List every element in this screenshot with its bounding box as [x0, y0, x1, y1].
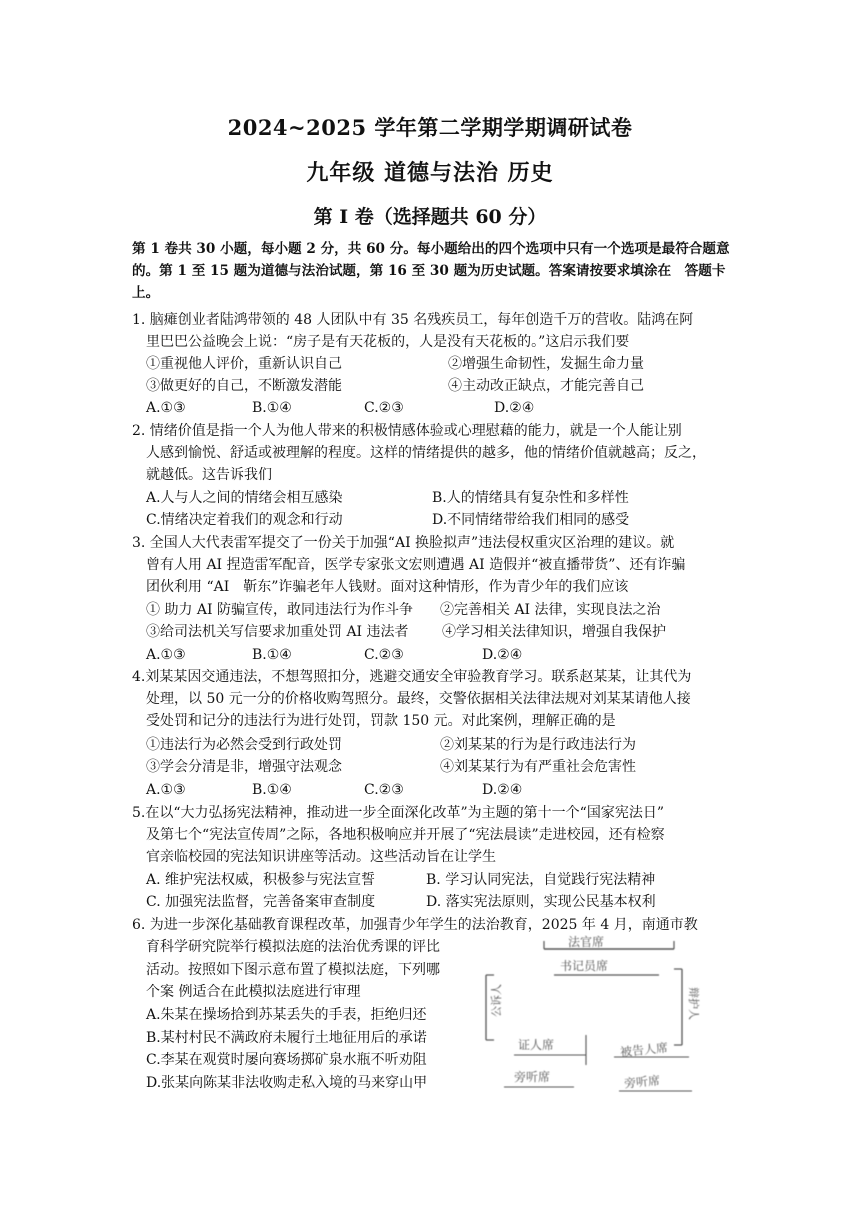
q1-stem-line-1: 1. 脑瘫创业者陆鸿带领的 48 人团队中有 35 名残疾员工，每年创造千万的营收。陆鸿在阿 [132, 312, 694, 328]
defendant-seat-label: 被告人席 [619, 1040, 669, 1060]
q5-stem-line-2: 及第七个“宪法宣传周”之际，各地积极响应并开展了“宪法晨读”走进校园，还有检察 [146, 827, 665, 843]
q6-choice-d: D.张某向陈某非法收购走私入境的马来穿山甲 [146, 1075, 428, 1091]
q1-statement-4: ④主动改正缺点，才能完善自己 [448, 378, 644, 394]
q3-statement-4: ④学习相关法律知识，增强自我保护 [442, 624, 666, 640]
court-diagram [474, 935, 736, 1109]
q2-choice-d: D.不同情绪带给我们相同的感受 [432, 512, 630, 528]
q3-choice-c: C.②③ [364, 647, 404, 663]
q6-stem-line-2: 育科学研究院举行模拟法庭的法治优秀课的评比 [146, 939, 440, 955]
q4-choice-c: C.②③ [364, 782, 404, 798]
q5-choice-b: B. 学习认同宪法，自觉践行宪法精神 [426, 872, 656, 888]
q3-stem-line-1: 3. 全国人大代表雷军提交了一份关于加强“AI 换脸拟声”违法侵权重灾区治理的建议。就 [132, 535, 675, 551]
q6-choice-c: C.李某在观赏时屡向赛场掷矿泉水瓶不听劝阻 [146, 1052, 427, 1068]
q4-choice-b: B.①④ [252, 782, 292, 798]
q6-choice-b: B.某村村民不满政府未履行土地征用后的承诺 [146, 1030, 427, 1046]
q3-stem-line-3: 团伙利用 “AI 靳东”诈骗老年人钱财。面对这种情形，作为青少年的我们应该 [146, 579, 629, 595]
gallery-left-label: 旁听席 [514, 1070, 551, 1084]
q1-statement-1: ①重视他人评价，重新认识自己 [146, 356, 342, 372]
q4-choice-a: A.①③ [146, 782, 186, 798]
q1-choice-d: D.②④ [494, 400, 535, 416]
q6-stem-line-4: 个案 例适合在此模拟法庭进行审理 [146, 984, 361, 1000]
q5-stem-line-3: 官亲临校园的宪法知识讲座等活动。这些活动旨在让学生 [146, 849, 496, 865]
q3-choice-d: D.②④ [482, 647, 523, 663]
q6-stem-line-3: 活动。按照如下图示意布置了模拟法庭，下列哪 [146, 962, 440, 978]
section-title: 第 I 卷（选择题共 60 分） [313, 206, 547, 228]
q3-stem-line-2: 曾有人用 AI 捏造雷军配音，医学专家张文宏则遭遇 AI 造假并“被直播带货”、还有诈骗 [146, 557, 686, 573]
q6-choice-a: A.朱某在操场拾到苏某丢失的手表，拒绝归还 [146, 1007, 427, 1023]
q6-stem-line-1: 6. 为进一步深化基础教育课程改革，加强青少年学生的法治教育，2025 年 4 月，南通市教 [132, 917, 698, 933]
defender-seat-label: 辩护人 [687, 987, 700, 1020]
q3-statement-3: ③给司法机关写信要求加重处罚 AI 违法者 [146, 624, 409, 640]
q4-statement-4: ④刘某某行为有严重社会危害性 [440, 759, 636, 775]
q5-stem-line-1: 5.在以“大力弘扬宪法精神，推动进一步全面深化改革”为主题的第十一个“国家宪法日” [132, 805, 664, 821]
q4-statement-3: ③学会分清是非，增强守法观念 [146, 759, 342, 775]
clerk-seat-label: 书记员席 [560, 959, 609, 973]
q1-choice-a: A.①③ [146, 400, 186, 416]
gallery-right-label: 旁听席 [623, 1073, 661, 1091]
q4-statement-2: ②刘某某的行为是行政违法行为 [440, 737, 636, 753]
q2-choice-b: B.人的情绪具有复杂性和多样性 [432, 490, 629, 506]
q3-choice-a: A.①③ [146, 647, 186, 663]
q4-stem-line-2: 处理，以 50 元一分的价格收购驾照分。最终，交警依据相关法律法规对刘某某请他人接 [146, 691, 691, 707]
q2-stem-line-1: 2. 情绪价值是指一个人为他人带来的积极情感体验或心理慰藉的能力，就是一个人能让别 [132, 423, 682, 439]
q4-statement-1: ①违法行为必然会受到行政处罚 [146, 737, 342, 753]
subject-title: 九年级 道德与法治 历史 [306, 160, 554, 186]
q4-stem-line-3: 受处罚和记分的违法行为进行处罚，罚款 150 元。对此案例，理解正确的是 [146, 713, 616, 729]
q3-statement-2: ②完善相关 AI 法律，实现良法之治 [440, 602, 661, 618]
q2-stem-line-2: 人感到愉悦、舒适或被理解的程度。这样的情绪提供的越多，他的情绪价值就越高；反之， [146, 445, 706, 461]
judge-seat-label: 法官席 [568, 935, 605, 949]
q1-choice-b: B.①④ [252, 400, 292, 416]
q1-statement-2: ②增强生命韧性，发掘生命力量 [448, 356, 644, 372]
q1-statement-3: ③做更好的自己，不断激发潜能 [146, 378, 342, 394]
q5-choice-c: C. 加强宪法监督，完善备案审查制度 [146, 894, 376, 910]
q3-statement-1: ① 助力 AI 防骗宣传，敢同违法行为作斗争 [146, 602, 413, 618]
q4-choice-d: D.②④ [482, 782, 523, 798]
witness-seat-label: 证人席 [518, 1038, 555, 1052]
q5-choice-a: A. 维护宪法权威，积极参与宪法宣誓 [146, 872, 376, 888]
q5-choice-d: D. 落实宪法原则，实现公民基本权利 [426, 894, 656, 910]
q2-stem-line-3: 就越低。这告诉我们 [146, 467, 272, 483]
q2-choice-c: C.情绪决定着我们的观念和行动 [146, 512, 343, 528]
q2-choice-a: A.人与人之间的情绪会相互感染 [146, 490, 343, 506]
q3-choice-b: B.①④ [252, 647, 292, 663]
prosecutor-seat-label: 公诉人 [490, 984, 503, 1017]
q1-choice-c: C.②③ [364, 400, 404, 416]
q1-stem-line-2: 里巴巴公益晚会上说：“房子是有天花板的，人是没有天花板的。”这启示我们要 [146, 334, 630, 350]
exam-title: 2024~2025 学年第二学期学期调研试卷 [227, 115, 633, 140]
q4-stem-line-1: 4.刘某某因交通违法，不想驾照扣分，逃避交通安全审验教育学习。联系赵某某，让其代为 [132, 669, 692, 685]
instructions: 第 1 卷共 30 小题，每小题 2 分，共 60 分。每小题给出的四个选项中只有一个选项是最符合题意的。第 1 至 15 题为道德与法治试题，第 16 至 30 题为历史试题。答案请按要求填涂在 答题卡上。 [132, 241, 730, 301]
